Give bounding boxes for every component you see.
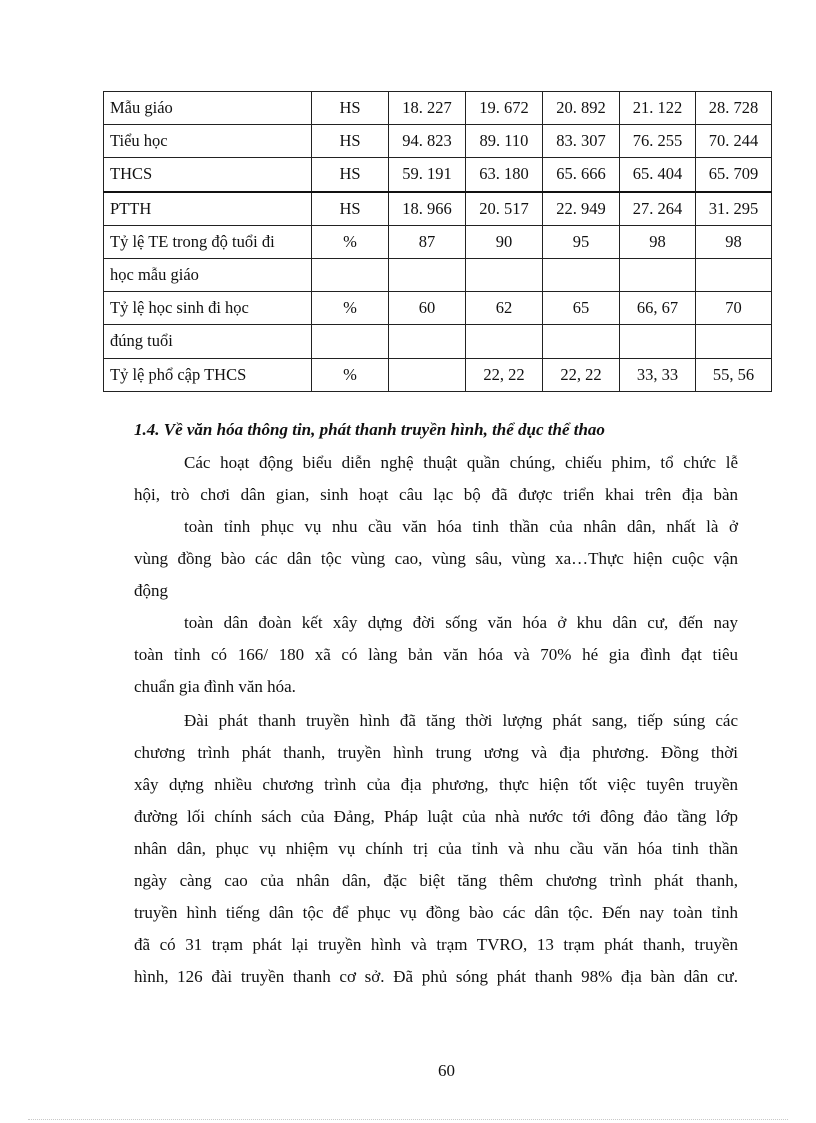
table-row: [104, 325, 772, 358]
paragraph-line: vùng đồng bào các dân tộc vùng cao, vùng sâu, vùng xa…Thực hiện cuộc vận: [134, 549, 738, 568]
paragraph-line: toàn dân đoàn kết xây dựng đời sống văn hóa ở khu dân cư, đến nay: [184, 613, 738, 632]
table-cell: [389, 358, 466, 391]
table-row: [104, 258, 772, 291]
paragraph-line: toàn tỉnh phục vụ nhu cầu văn hóa tinh thần của nhân dân, nhất là ở: [184, 517, 738, 536]
table-row: [104, 225, 772, 258]
paragraph-line: đường lối chính sách của Đảng, Pháp luật của nhà nước tới đông đảo tầng lớp: [134, 807, 738, 826]
table-cell: 76. 255: [620, 125, 696, 158]
paragraph-line: chương trình phát thanh, truyền hình trung ương và địa phương. Đồng thời: [134, 743, 738, 762]
table-cell: [389, 258, 466, 291]
table-cell: 65: [543, 292, 620, 325]
table-cell: 20. 517: [466, 192, 543, 226]
table-cell: 22, 22: [543, 358, 620, 391]
table-cell: 70. 244: [696, 125, 772, 158]
table-row: [104, 125, 772, 158]
row-unit: %: [312, 292, 389, 325]
row-label: Mẫu giáo: [104, 92, 312, 125]
table-cell: 89. 110: [466, 125, 543, 158]
row-label: Tiểu học: [104, 125, 312, 158]
table-cell: 65. 709: [696, 158, 772, 192]
paragraph-line: ngày càng cao của nhân dân, đặc biệt tăng thêm chương trình phát thanh,: [134, 871, 738, 890]
paragraph-line: hội, trò chơi dân gian, sinh hoạt câu lạc bộ đã được triển khai trên địa bàn: [134, 485, 738, 504]
row-label: Tỷ lệ phổ cập THCS: [104, 358, 312, 391]
table-cell: [620, 258, 696, 291]
section-heading: 1.4. Về văn hóa thông tin, phát thanh truyền hình, thể dục thể thao: [134, 420, 605, 439]
table-cell: 65. 404: [620, 158, 696, 192]
row-label: đúng tuổi: [104, 325, 312, 358]
table-cell: 28. 728: [696, 92, 772, 125]
table-cell: 98: [620, 225, 696, 258]
table-cell: 98: [696, 225, 772, 258]
table-cell: 18. 227: [389, 92, 466, 125]
row-unit: %: [312, 225, 389, 258]
table-cell: 22. 949: [543, 192, 620, 226]
paragraph-line: nhân dân, phục vụ nhiệm vụ chính trị của tỉnh và nhu cầu văn hóa tinh thần: [134, 839, 738, 858]
page-number: 60: [438, 1061, 455, 1080]
paragraph-line: xây dựng nhiều chương trình của địa phương, thực hiện tốt việc tuyên truyền: [134, 775, 738, 794]
table-cell: [466, 258, 543, 291]
row-unit: %: [312, 358, 389, 391]
table-cell: 62: [466, 292, 543, 325]
paragraph-line: đã có 31 trạm phát lại truyền hình và trạm TVRO, 13 trạm phát thanh, truyền: [134, 935, 738, 954]
row-label: THCS: [104, 158, 312, 192]
table-cell: 83. 307: [543, 125, 620, 158]
table-cell: 65. 666: [543, 158, 620, 192]
row-unit: [312, 258, 389, 291]
table-cell: [543, 258, 620, 291]
row-unit: [312, 325, 389, 358]
table-cell: 60: [389, 292, 466, 325]
row-label: Tỷ lệ TE trong độ tuổi đi: [104, 225, 312, 258]
paragraph-line: Các hoạt động biểu diễn nghệ thuật quần chúng, chiếu phim, tổ chức lễ: [184, 453, 738, 472]
table-cell: 87: [389, 225, 466, 258]
table-cell: [389, 325, 466, 358]
paragraph-line: truyền hình tiếng dân tộc để phục vụ đồng bào các dân tộc. Đến nay toàn tỉnh: [134, 903, 738, 922]
table-row: [104, 192, 772, 226]
row-unit: HS: [312, 192, 389, 226]
table-cell: 70: [696, 292, 772, 325]
row-label: Tỷ lệ học sinh đi học: [104, 292, 312, 325]
table-cell: 66, 67: [620, 292, 696, 325]
paragraph-line: động: [134, 581, 168, 600]
table-row: [104, 358, 772, 391]
paragraph-line: hình, 126 đài truyền thanh cơ sở. Đã phủ sóng phát thanh 98% địa bàn dân cư.: [134, 967, 738, 986]
table-cell: [696, 325, 772, 358]
row-label: học mẫu giáo: [104, 258, 312, 291]
row-unit: HS: [312, 158, 389, 192]
table-cell: 22, 22: [466, 358, 543, 391]
table-cell: [696, 258, 772, 291]
table-row: [104, 292, 772, 325]
table-cell: [466, 325, 543, 358]
paragraph-line: Đài phát thanh truyền hình đã tăng thời lượng phát sang, tiếp súng các: [184, 711, 738, 730]
table-cell: 95: [543, 225, 620, 258]
table-cell: 20. 892: [543, 92, 620, 125]
table-cell: 63. 180: [466, 158, 543, 192]
row-unit: HS: [312, 125, 389, 158]
table-cell: 19. 672: [466, 92, 543, 125]
table-cell: 55, 56: [696, 358, 772, 391]
paragraph-line: chuẩn gia đình văn hóa.: [134, 677, 296, 696]
row-unit: HS: [312, 92, 389, 125]
table-cell: [620, 325, 696, 358]
table-cell: 33, 33: [620, 358, 696, 391]
table-cell: 21. 122: [620, 92, 696, 125]
table-cell: 31. 295: [696, 192, 772, 226]
table-row: [104, 92, 772, 125]
table-cell: [543, 325, 620, 358]
table-row: [104, 158, 772, 192]
paragraph-line: toàn tỉnh có 166/ 180 xã có làng bản văn hóa và 70% hé gia đình đạt tiêu: [134, 645, 738, 664]
table-cell: 18. 966: [389, 192, 466, 226]
row-label: PTTH: [104, 192, 312, 226]
table-cell: 27. 264: [620, 192, 696, 226]
education-statistics-table: [103, 91, 772, 392]
table-cell: 94. 823: [389, 125, 466, 158]
table-cell: 59. 191: [389, 158, 466, 192]
table-cell: 90: [466, 225, 543, 258]
bottom-divider: [28, 1119, 788, 1120]
